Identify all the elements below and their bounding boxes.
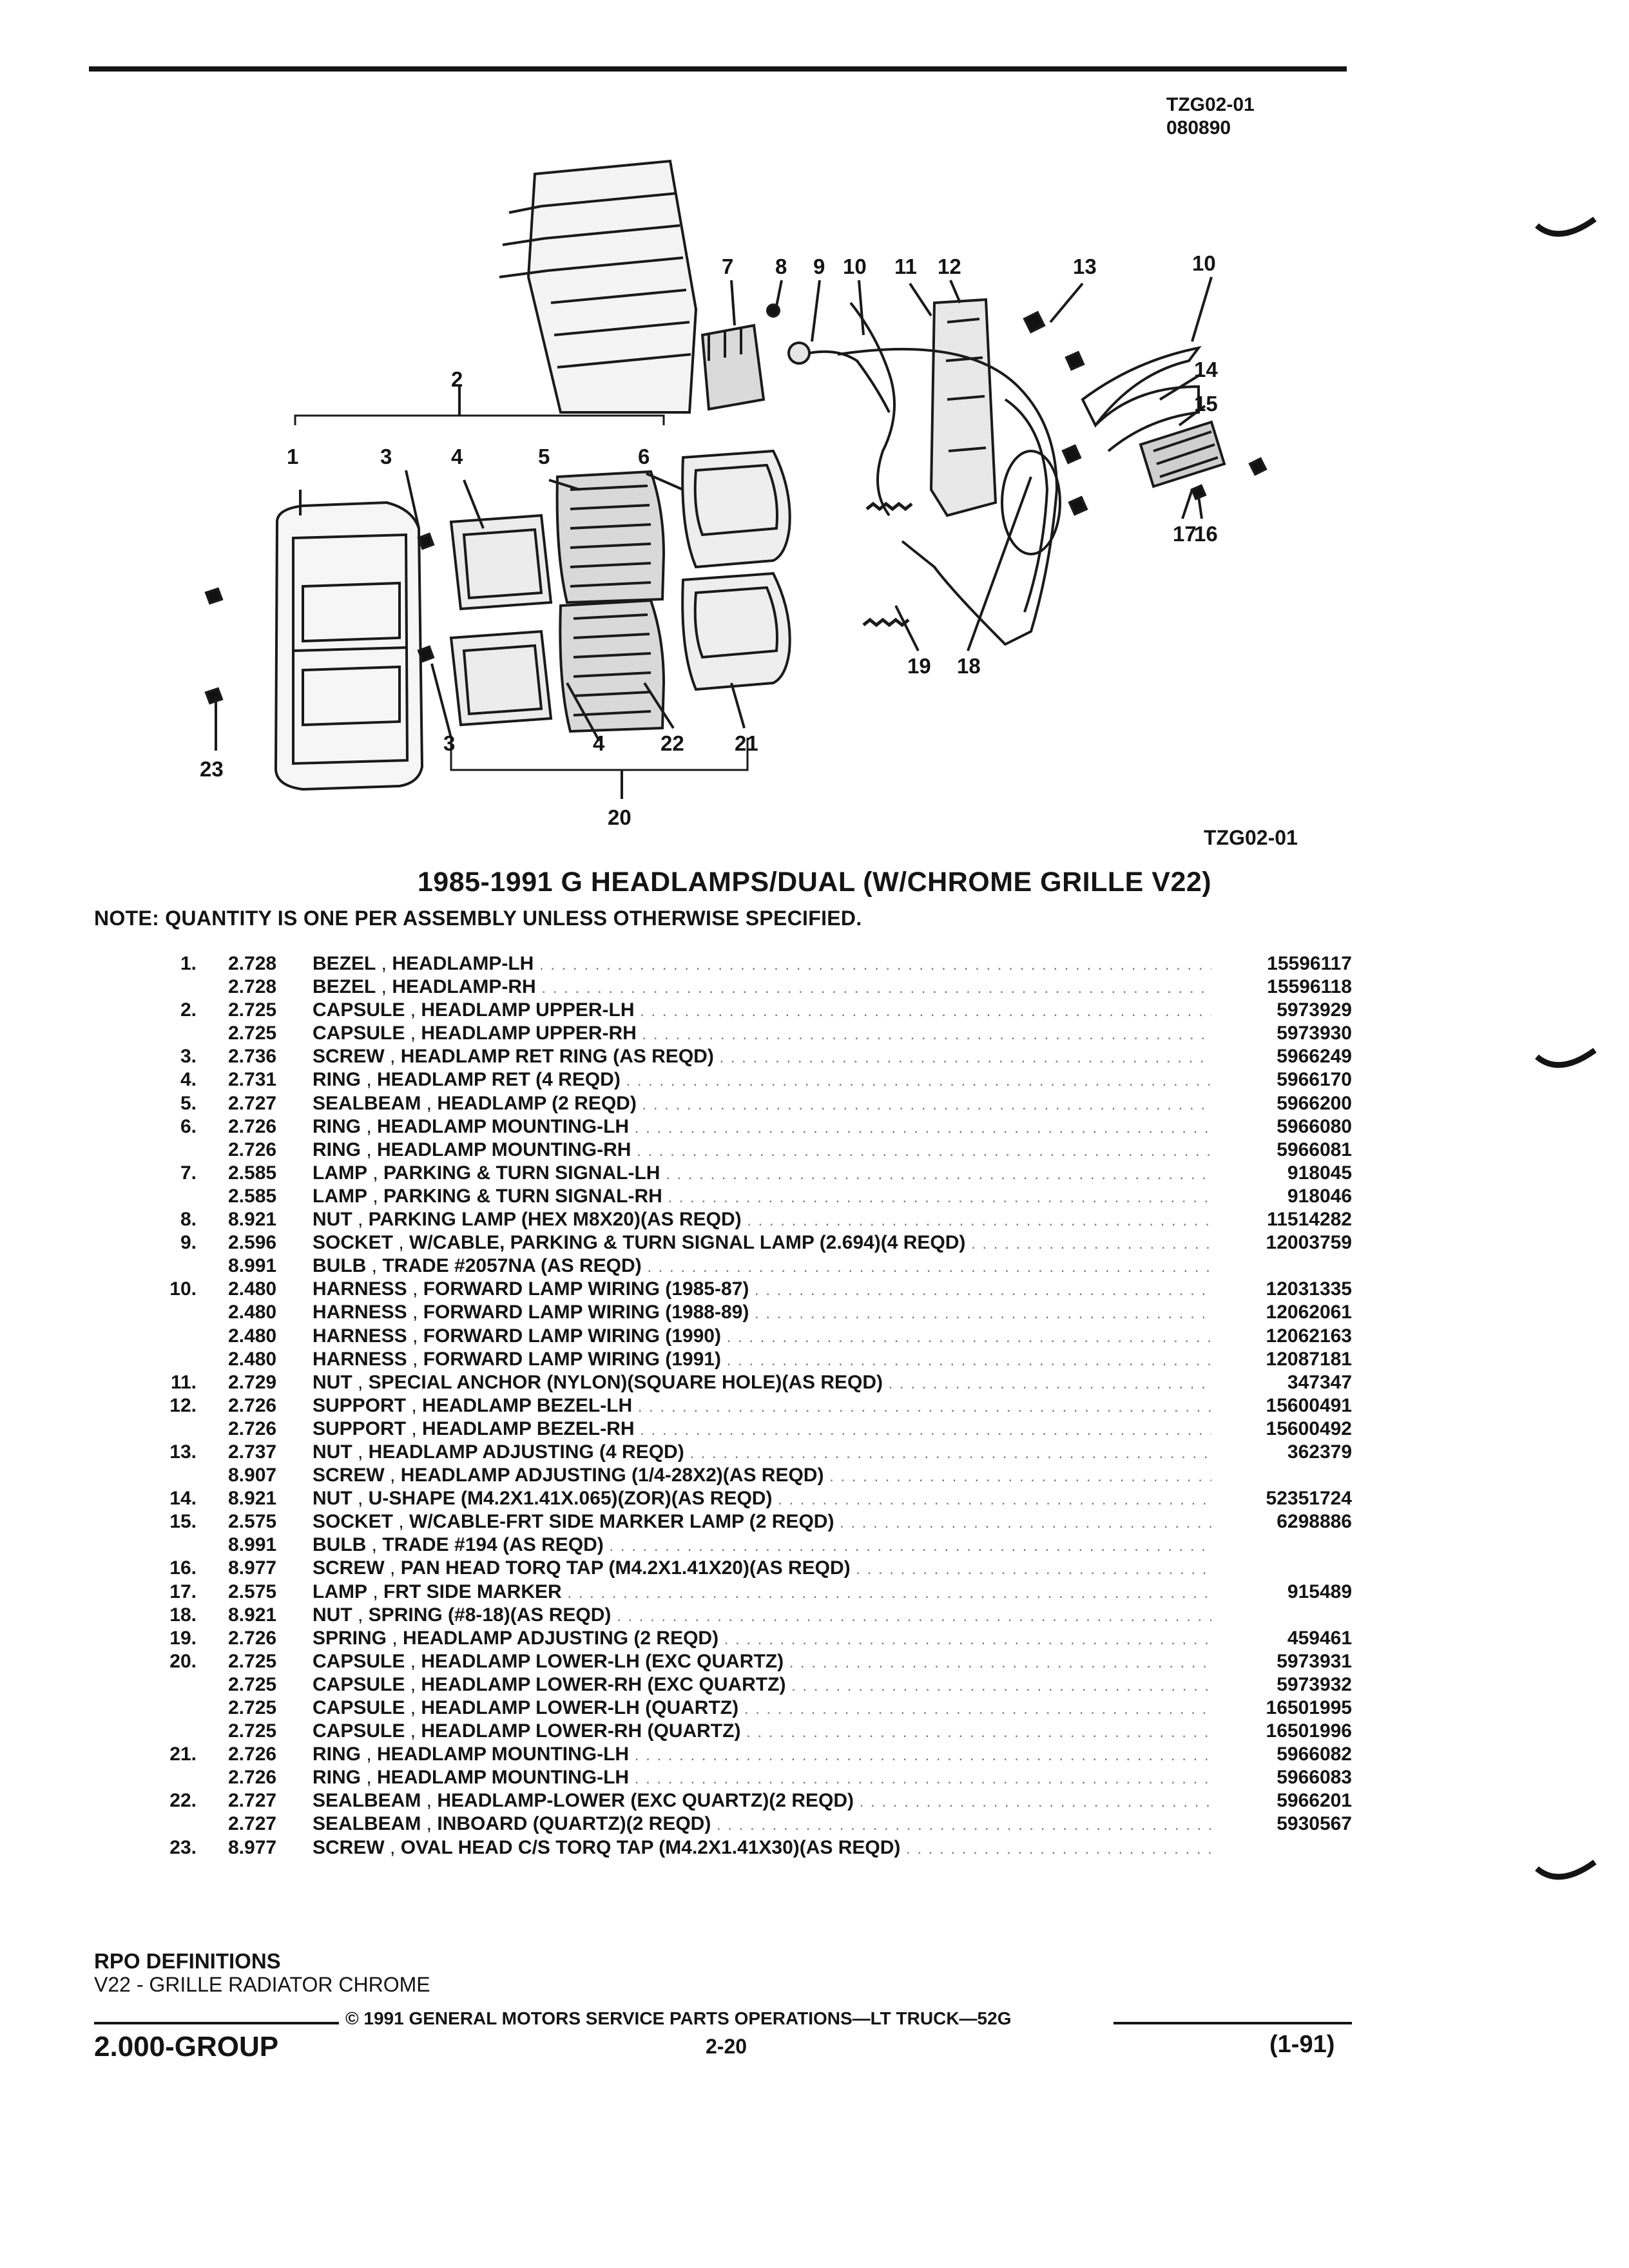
part-name: CAPSULE: [313, 1697, 405, 1718]
part-description: SEALBEAM , INBOARD (QUARTZ)(2 REQD) . . .: [313, 1812, 1211, 1837]
item-number: 20.: [169, 1650, 197, 1672]
group-code: 2.727: [228, 1790, 277, 1812]
part-name: RING: [313, 1115, 361, 1137]
parts-row: [0, 1720, 1629, 1743]
part-detail: W/CABLE, PARKING & TURN SIGNAL LAMP (2.694)(4 REQD): [409, 1232, 966, 1254]
part-name: SEALBEAM: [313, 1790, 421, 1812]
part-name: HARNESS: [313, 1302, 407, 1323]
parts-row: [0, 952, 1629, 975]
part-detail: SPECIAL ANCHOR (NYLON)(SQUARE HOLE)(AS REQD): [368, 1371, 883, 1393]
part-detail: U-SHAPE (M4.2X1.41X.065)(ZOR)(AS REQD): [368, 1488, 773, 1510]
part-description: HARNESS , FORWARD LAMP WIRING (1988-89) . . .: [313, 1301, 1211, 1325]
part-name: NUT: [313, 1488, 352, 1510]
part-detail: INBOARD (QUARTZ)(2 REQD): [437, 1813, 711, 1835]
part-number: 918046: [1287, 1185, 1352, 1207]
part-description: HARNESS , FORWARD LAMP WIRING (1990) . . .: [313, 1325, 1211, 1349]
group-code: 2.725: [228, 1720, 277, 1742]
group-code: 2.731: [228, 1069, 277, 1091]
callout-8: 8: [775, 255, 787, 278]
part-number: 12031335: [1266, 1278, 1352, 1300]
group-code: 2.727: [228, 1813, 277, 1835]
part-number: 5973930: [1277, 1023, 1352, 1044]
parts-row: [0, 1068, 1629, 1091]
item-number: 17.: [169, 1581, 197, 1602]
parts-row: [0, 1162, 1629, 1185]
parts-row: [0, 1696, 1629, 1720]
part-detail: FORWARD LAMP WIRING (1991): [423, 1348, 721, 1370]
parts-row: [0, 1139, 1629, 1162]
group-code: 2.725: [228, 1697, 277, 1718]
part-description: NUT , PARKING LAMP (HEX M8X20)(AS REQD) . . .: [313, 1208, 1211, 1233]
parts-row: [0, 1766, 1629, 1789]
part-name: BULB: [313, 1255, 367, 1277]
group-code: 8.977: [228, 1557, 277, 1579]
part-number: 16501996: [1266, 1720, 1352, 1742]
part-description: RING , HEADLAMP MOUNTING-LH . . .: [313, 1743, 1211, 1767]
callout-3-upper: 3: [380, 445, 392, 468]
callout-16: 16: [1194, 522, 1218, 546]
callout-2: 2: [451, 367, 463, 391]
item-number: 21.: [169, 1744, 197, 1765]
part-description: CAPSULE , HEADLAMP UPPER-LH . . .: [313, 999, 1211, 1023]
part-description: RING , HEADLAMP MOUNTING-RH . . .: [313, 1139, 1211, 1163]
part-number: 5966080: [1277, 1115, 1352, 1137]
part-detail: HEADLAMP MOUNTING-LH: [377, 1115, 630, 1137]
group-code: 2.729: [228, 1371, 277, 1393]
part-number: 12087181: [1266, 1348, 1352, 1370]
group-code: 2.726: [228, 1627, 277, 1649]
part-name: BULB: [313, 1534, 367, 1556]
part-detail: SPRING (#8-18)(AS REQD): [368, 1604, 612, 1626]
group-code: 8.907: [228, 1465, 277, 1486]
part-number: 15600491: [1266, 1394, 1352, 1416]
part-detail: HEADLAMP RET RING (AS REQD): [400, 1046, 714, 1068]
part-name: HARNESS: [313, 1278, 407, 1300]
part-name: SOCKET: [313, 1232, 394, 1254]
group-code: 8.921: [228, 1604, 277, 1626]
part-name: HARNESS: [313, 1325, 407, 1347]
group-code: 2.480: [228, 1348, 277, 1370]
part-description: CAPSULE , HEADLAMP LOWER-LH (QUARTZ) . . .: [313, 1696, 1211, 1721]
part-number: 16501995: [1266, 1697, 1352, 1718]
part-description: RING , HEADLAMP MOUNTING-LH . . .: [313, 1115, 1211, 1140]
part-name: LAMP: [313, 1162, 367, 1184]
callout-20: 20: [608, 805, 631, 829]
part-name: RING: [313, 1744, 361, 1765]
group-code: 2.726: [228, 1767, 277, 1789]
item-number: 3.: [180, 1046, 197, 1068]
part-name: SCREW: [313, 1046, 385, 1068]
callout-5: 5: [538, 445, 550, 468]
part-name: CAPSULE: [313, 999, 405, 1021]
group-code: 2.596: [228, 1232, 277, 1254]
group-code: 8.991: [228, 1534, 277, 1556]
part-number: 15596117: [1267, 953, 1352, 974]
part-detail: FORWARD LAMP WIRING (1985-87): [423, 1278, 749, 1300]
item-number: 4.: [180, 1069, 197, 1091]
exploded-view-illustration: [0, 0, 1629, 857]
part-name: HARNESS: [313, 1348, 407, 1370]
item-number: 18.: [169, 1604, 197, 1626]
part-description: CAPSULE , HEADLAMP LOWER-LH (EXC QUARTZ) . . .: [313, 1650, 1211, 1675]
revision-date: (1-91): [1269, 2031, 1335, 2058]
part-description: HARNESS , FORWARD LAMP WIRING (1985-87) . . .: [313, 1278, 1211, 1302]
item-number: 19.: [169, 1627, 197, 1649]
part-name: CAPSULE: [313, 1720, 405, 1742]
group-code: 8.977: [228, 1836, 277, 1858]
group-code: 2.480: [228, 1325, 277, 1347]
part-detail: TRADE #2057NA (AS REQD): [382, 1255, 642, 1277]
part-detail: PARKING & TURN SIGNAL-RH: [383, 1185, 662, 1207]
part-description: BULB , TRADE #194 (AS REQD) . . .: [313, 1533, 1211, 1558]
part-detail: HEADLAMP-LOWER (EXC QUARTZ)(2 REQD): [437, 1790, 854, 1812]
parts-row: [0, 1092, 1629, 1115]
part-description: SCREW , OVAL HEAD C/S TORQ TAP (M4.2X1.41X30)(AS REQD) . . .: [313, 1836, 1211, 1861]
item-number: 14.: [169, 1488, 197, 1510]
callout-1: 1: [287, 445, 299, 468]
item-number: 2.: [180, 999, 197, 1021]
parts-row: [0, 1464, 1629, 1487]
item-number: 1.: [180, 953, 197, 974]
part-description: BEZEL , HEADLAMP-LH . . .: [313, 952, 1211, 977]
part-detail: PARKING & TURN SIGNAL-LH: [383, 1162, 660, 1184]
part-detail: HEADLAMP-LH: [392, 953, 534, 974]
group-code: 2.585: [228, 1162, 277, 1184]
group-code: 2.736: [228, 1046, 277, 1068]
parts-row: [0, 1022, 1629, 1045]
part-number: 52351724: [1266, 1488, 1352, 1510]
binder-hole-mark: [1534, 1856, 1598, 1901]
item-number: 16.: [169, 1557, 197, 1579]
part-description: BEZEL , HEADLAMP-RH . . .: [313, 975, 1211, 1000]
part-detail: FRT SIDE MARKER: [383, 1581, 562, 1602]
parts-row: [0, 1231, 1629, 1254]
group-code: 2.725: [228, 1023, 277, 1044]
part-detail: HEADLAMP ADJUSTING (2 REQD): [403, 1627, 719, 1649]
part-number: 5930567: [1277, 1813, 1352, 1835]
part-number: 5973932: [1277, 1673, 1352, 1695]
part-number: 347347: [1287, 1371, 1352, 1393]
group-code: 2.480: [228, 1302, 277, 1323]
part-name: BEZEL: [313, 976, 376, 998]
grille-drawing: [499, 161, 696, 412]
part-detail: HEADLAMP MOUNTING-LH: [377, 1767, 630, 1789]
part-description: SCREW , HEADLAMP ADJUSTING (1/4-28X2)(AS REQD) . . .: [313, 1464, 1211, 1488]
rpo-heading: RPO DEFINITIONS: [94, 1949, 281, 1973]
parts-row: [0, 1185, 1629, 1208]
part-description: SUPPORT , HEADLAMP BEZEL-LH . . .: [313, 1394, 1211, 1419]
parts-row: [0, 1557, 1629, 1580]
part-detail: HEADLAMP-RH: [392, 976, 536, 998]
part-name: CAPSULE: [313, 1673, 405, 1695]
item-number: 23.: [169, 1836, 197, 1858]
part-detail: HEADLAMP (2 REQD): [437, 1092, 637, 1114]
part-description: NUT , HEADLAMP ADJUSTING (4 REQD) . . .: [313, 1441, 1211, 1465]
part-name: SUPPORT: [313, 1394, 407, 1416]
item-number: 15.: [169, 1511, 197, 1533]
parts-row: [0, 975, 1629, 999]
group-code: 2.726: [228, 1115, 277, 1137]
parts-row: [0, 1115, 1629, 1139]
parts-row: [0, 1441, 1629, 1464]
part-number: 12062163: [1266, 1325, 1352, 1347]
part-name: SOCKET: [313, 1511, 394, 1533]
footer-rule-right: [1113, 2022, 1352, 2024]
part-detail: HEADLAMP ADJUSTING (1/4-28X2)(AS REQD): [400, 1465, 824, 1486]
part-name: NUT: [313, 1604, 352, 1626]
part-detail: PARKING LAMP (HEX M8X20)(AS REQD): [368, 1209, 742, 1231]
item-number: 6.: [180, 1115, 197, 1137]
part-number: 11514282: [1267, 1209, 1352, 1231]
group-code: 2.480: [228, 1278, 277, 1300]
document-id: TZG02-01: [1166, 94, 1255, 115]
part-name: NUT: [313, 1371, 352, 1393]
callout-11: 11: [894, 255, 917, 278]
parts-row: [0, 1836, 1629, 1860]
callout-4-upper: 4: [451, 445, 463, 468]
part-description: CAPSULE , HEADLAMP UPPER-RH . . .: [313, 1022, 1211, 1046]
document-date: 080890: [1166, 117, 1231, 139]
part-description: CAPSULE , HEADLAMP LOWER-RH (EXC QUARTZ) . . .: [313, 1673, 1211, 1698]
part-number: 5966200: [1277, 1092, 1352, 1114]
group-code: 2.737: [228, 1441, 277, 1463]
group-code: 2.585: [228, 1185, 277, 1207]
callout-21: 21: [735, 731, 758, 755]
part-number: 12062061: [1266, 1302, 1352, 1323]
part-description: SEALBEAM , HEADLAMP-LOWER (EXC QUARTZ)(2 REQD) . . .: [313, 1789, 1211, 1814]
part-description: SOCKET , W/CABLE, PARKING & TURN SIGNAL LAMP (2.694)(4 REQD) . . .: [313, 1231, 1211, 1256]
part-detail: HEADLAMP ADJUSTING (4 REQD): [368, 1441, 684, 1463]
callout-10-fender: 10: [1192, 251, 1216, 275]
part-description: LAMP , PARKING & TURN SIGNAL-LH . . .: [313, 1162, 1211, 1186]
part-name: SCREW: [313, 1557, 385, 1579]
part-name: SEALBEAM: [313, 1092, 421, 1114]
part-name: SUPPORT: [313, 1418, 407, 1439]
group-code: 2.725: [228, 999, 277, 1021]
part-detail: FORWARD LAMP WIRING (1988-89): [423, 1302, 749, 1323]
part-detail: HEADLAMP LOWER-RH (QUARTZ): [421, 1720, 741, 1742]
group-code: 2.725: [228, 1673, 277, 1695]
item-number: 11.: [170, 1371, 197, 1393]
part-name: SCREW: [313, 1465, 385, 1486]
item-number: 22.: [169, 1790, 197, 1812]
part-number: 5966249: [1277, 1046, 1352, 1068]
page-title: 1985-1991 G HEADLAMPS/DUAL (W/CHROME GRILLE V22): [417, 867, 1212, 898]
part-description: SPRING , HEADLAMP ADJUSTING (2 REQD) . . .: [313, 1627, 1211, 1651]
part-number: 459461: [1287, 1627, 1352, 1649]
part-detail: HEADLAMP UPPER-RH: [421, 1023, 637, 1044]
callout-9: 9: [813, 255, 825, 278]
part-number: 5973931: [1277, 1650, 1352, 1672]
headlamp-support-drawing: [931, 300, 996, 515]
part-detail: PAN HEAD TORQ TAP (M4.2X1.41X20)(AS REQD): [400, 1557, 851, 1579]
parts-row: [0, 1487, 1629, 1510]
part-description: BULB , TRADE #2057NA (AS REQD) . . .: [313, 1254, 1211, 1279]
part-detail: HEADLAMP UPPER-LH: [421, 999, 635, 1021]
part-description: SCREW , HEADLAMP RET RING (AS REQD) . . .: [313, 1045, 1211, 1070]
part-name: SEALBEAM: [313, 1813, 421, 1835]
part-number: 15600492: [1266, 1418, 1352, 1439]
group-code: 2.726: [228, 1394, 277, 1416]
rpo-definition: V22 - GRILLE RADIATOR CHROME: [94, 1973, 430, 1996]
part-name: SPRING: [313, 1627, 387, 1649]
part-number: 5966081: [1277, 1139, 1352, 1160]
group-code: 8.921: [228, 1488, 277, 1510]
part-detail: HEADLAMP LOWER-LH (QUARTZ): [421, 1697, 739, 1718]
parts-row: [0, 999, 1629, 1022]
parts-row: [0, 1045, 1629, 1068]
item-number: 13.: [169, 1441, 197, 1463]
part-detail: HEADLAMP MOUNTING-RH: [377, 1139, 631, 1160]
part-detail: TRADE #194 (AS REQD): [382, 1534, 604, 1556]
parts-row: [0, 1394, 1629, 1418]
part-description: SEALBEAM , HEADLAMP (2 REQD) . . .: [313, 1092, 1211, 1117]
group-code: 2.575: [228, 1581, 277, 1602]
parts-row: [0, 1650, 1629, 1673]
part-number: 5966083: [1277, 1767, 1352, 1789]
parts-row: [0, 1371, 1629, 1394]
callout-3-lower: 3: [443, 731, 456, 755]
parts-row: [0, 1533, 1629, 1557]
part-number: 918045: [1287, 1162, 1352, 1184]
part-detail: HEADLAMP BEZEL-RH: [422, 1418, 635, 1439]
callout-4-lower: 4: [593, 731, 605, 755]
part-number: 5966170: [1277, 1069, 1352, 1091]
part-description: RING , HEADLAMP MOUNTING-LH . . .: [313, 1766, 1211, 1791]
group-code: 2.726: [228, 1418, 277, 1439]
parts-row: [0, 1812, 1629, 1836]
part-description: LAMP , PARKING & TURN SIGNAL-RH . . .: [313, 1185, 1211, 1209]
part-number: 5966201: [1277, 1790, 1352, 1812]
page-number: 2-20: [706, 2035, 747, 2058]
parking-lamp-drawing: [702, 325, 764, 409]
part-description: CAPSULE , HEADLAMP LOWER-RH (QUARTZ) . . .: [313, 1720, 1211, 1744]
part-detail: OVAL HEAD C/S TORQ TAP (M4.2X1.41X30)(AS REQD): [400, 1836, 901, 1858]
part-description: NUT , SPECIAL ANCHOR (NYLON)(SQUARE HOLE)(AS REQD) . . .: [313, 1371, 1211, 1396]
group-code: 2.575: [228, 1511, 277, 1533]
parts-row: [0, 1673, 1629, 1696]
part-number: 15596118: [1267, 976, 1352, 998]
callout-23: 23: [200, 757, 224, 781]
callout-19: 19: [907, 654, 931, 678]
callout-12: 12: [938, 255, 961, 278]
callout-14: 14: [1194, 358, 1218, 381]
figure-code: TZG02-01: [1204, 826, 1298, 849]
callout-13: 13: [1073, 255, 1097, 278]
quantity-note: NOTE: QUANTITY IS ONE PER ASSEMBLY UNLESS OTHERWISE SPECIFIED.: [94, 907, 862, 930]
item-number: 10.: [169, 1278, 197, 1300]
part-description: HARNESS , FORWARD LAMP WIRING (1991) . . .: [313, 1348, 1211, 1372]
parts-row: [0, 1325, 1629, 1348]
headlamp-bezel-drawing: [276, 503, 422, 789]
parts-row: [0, 1789, 1629, 1812]
part-name: BEZEL: [313, 953, 376, 974]
group-code: 2.728: [228, 953, 277, 974]
group-code: 8.991: [228, 1255, 277, 1277]
part-detail: HEADLAMP BEZEL-LH: [422, 1394, 633, 1416]
parts-row: [0, 1510, 1629, 1533]
part-detail: FORWARD LAMP WIRING (1990): [423, 1325, 721, 1347]
part-name: NUT: [313, 1209, 352, 1231]
callout-15: 15: [1194, 392, 1218, 416]
group-label: 2.000-GROUP: [94, 2031, 279, 2062]
part-name: RING: [313, 1767, 361, 1789]
callout-17: 17: [1173, 522, 1197, 546]
group-code: 2.728: [228, 976, 277, 998]
part-name: RING: [313, 1069, 361, 1091]
callout-18: 18: [957, 654, 981, 678]
part-detail: HEADLAMP RET (4 REQD): [377, 1069, 621, 1091]
callout-6: 6: [638, 445, 650, 468]
parts-row: [0, 1208, 1629, 1231]
part-detail: HEADLAMP MOUNTING-LH: [377, 1744, 630, 1765]
part-description: SOCKET , W/CABLE-FRT SIDE MARKER LAMP (2 REQD) . . .: [313, 1510, 1211, 1535]
part-detail: HEADLAMP LOWER-LH (EXC QUARTZ): [421, 1650, 784, 1672]
part-name: LAMP: [313, 1185, 367, 1207]
group-code: 2.726: [228, 1139, 277, 1160]
part-number: 915489: [1287, 1581, 1352, 1602]
part-name: LAMP: [313, 1581, 367, 1602]
copyright-line: © 1991 GENERAL MOTORS SERVICE PARTS OPERATIONS—LT TRUCK—52G: [345, 2008, 1012, 2028]
part-number: 5966082: [1277, 1744, 1352, 1765]
part-number: 6298886: [1277, 1511, 1352, 1533]
part-description: SCREW , PAN HEAD TORQ TAP (M4.2X1.41X20)(AS REQD) . . .: [313, 1557, 1211, 1581]
part-detail: HEADLAMP LOWER-RH (EXC QUARTZ): [421, 1673, 786, 1695]
callout-22: 22: [660, 731, 684, 755]
parts-row: [0, 1254, 1629, 1278]
group-code: 2.727: [228, 1092, 277, 1114]
parts-row: [0, 1581, 1629, 1604]
group-code: 2.726: [228, 1744, 277, 1765]
part-name: NUT: [313, 1441, 352, 1463]
part-name: CAPSULE: [313, 1650, 405, 1672]
item-number: 9.: [180, 1232, 197, 1254]
item-number: 8.: [180, 1209, 197, 1231]
footer-rule-left: [94, 2022, 339, 2024]
parts-row: [0, 1743, 1629, 1766]
parts-row: [0, 1278, 1629, 1301]
part-number: 362379: [1287, 1441, 1352, 1463]
part-detail: W/CABLE-FRT SIDE MARKER LAMP (2 REQD): [409, 1511, 834, 1533]
group-code: 2.725: [228, 1650, 277, 1672]
part-description: LAMP , FRT SIDE MARKER . . .: [313, 1581, 1211, 1605]
part-number: 5973929: [1277, 999, 1352, 1021]
part-number: 12003759: [1266, 1232, 1352, 1254]
part-name: SCREW: [313, 1836, 385, 1858]
parts-row: [0, 1604, 1629, 1627]
part-name: RING: [313, 1139, 361, 1160]
parts-list: [0, 952, 1629, 1860]
part-description: RING , HEADLAMP RET (4 REQD) . . .: [313, 1068, 1211, 1093]
parts-row: [0, 1418, 1629, 1441]
callout-7: 7: [722, 255, 734, 278]
item-number: 12.: [169, 1394, 197, 1416]
part-description: NUT , SPRING (#8-18)(AS REQD) . . .: [313, 1604, 1211, 1628]
item-number: 5.: [180, 1092, 197, 1114]
parts-row: [0, 1301, 1629, 1324]
parts-row: [0, 1348, 1629, 1371]
part-name: CAPSULE: [313, 1023, 405, 1044]
part-description: SUPPORT , HEADLAMP BEZEL-RH . . .: [313, 1418, 1211, 1442]
parts-row: [0, 1627, 1629, 1650]
part-description: NUT , U-SHAPE (M4.2X1.41X.065)(ZOR)(AS REQD) . . .: [313, 1487, 1211, 1512]
callout-10: 10: [843, 255, 867, 278]
item-number: 7.: [180, 1162, 197, 1184]
group-code: 8.921: [228, 1209, 277, 1231]
